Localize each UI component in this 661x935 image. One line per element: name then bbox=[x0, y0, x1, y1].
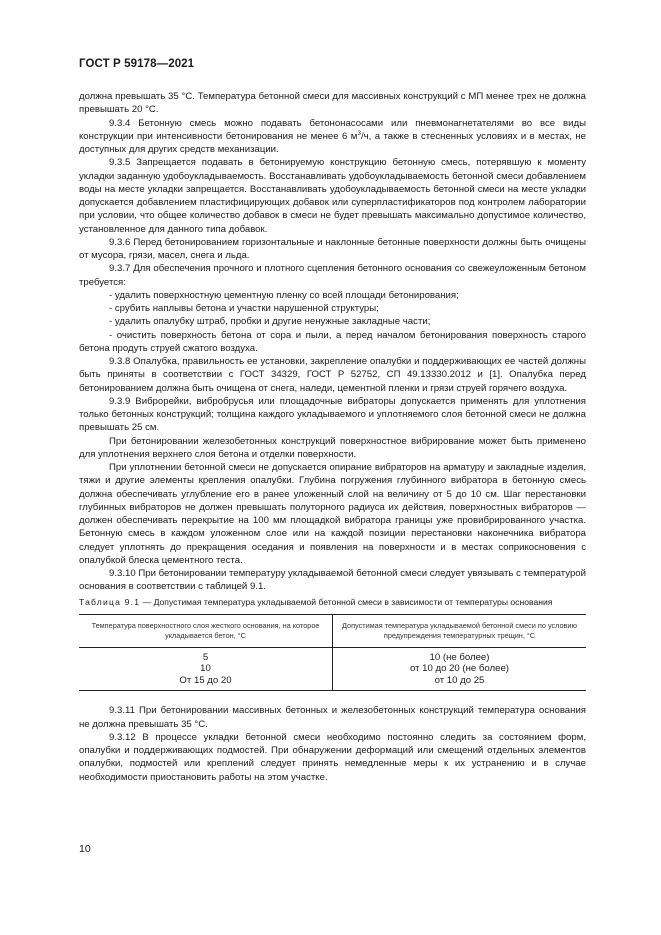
cell-value: 10 bbox=[200, 663, 211, 675]
table-caption bbox=[79, 597, 586, 608]
table-header-mix-temperature: Допустимая температура укладываемой бетонной смеси по условию предупреждения температурных трещин, °С bbox=[333, 614, 587, 647]
document-body bbox=[79, 90, 586, 784]
paragraph-9-3-9-c: При уплотнении бетонной смеси не допускается опирание вибраторов на арматуру и закладные изделия, тяжи и другие элементы крепления опалубки. Глубина погружения глубинного вибратора в бетонную смесь должна обеспечивать углубление его в ранее уложенный слой на величину от 5 до 10 см. Шаг перестановки глубинных вибраторов не должен превышать полуторного радиуса их действия, поверхностных вибраторов — должен обеспечивать перекрытие на 100 мм площадкой вибратора границы уже провибрированного участка. Бетонную смесь в каждом уложенном слое или на каждой позиции перестановки наконечника вибратора следует уплотнять до прекращения оседания и появления на поверхности и в местах соприкосновения с опалубкой блеска цементного теста. bbox=[79, 462, 586, 566]
table-caption-text: — Допустимая температура укладываемой бетонной смеси в зависимости от температуры основания bbox=[140, 596, 553, 607]
cell-value: От 15 до 20 bbox=[179, 674, 232, 686]
paragraph-9-3-4-text-a: 9.3.4 Бетонную смесь можно подавать бетононасосами или пневмонагнетателями во все виды конструкции при интенсивности бетонирования не менее 6 м bbox=[79, 117, 586, 142]
paragraph-9-3-8: 9.3.8 Опалубка, правильность ее установки, закрепление опалубки и поддерживающих ее частей должны быть приняты в соответствии с ГОСТ 34329, ГОСТ Р 52752, СП 49.13330.2012 и [1]. Опалубка перед бетонированием должна быть очищена от снега, наледи, цементной пленки и грязи струей горячего воздуха. bbox=[79, 356, 586, 394]
paragraph-9-3-12: 9.3.12 В процессе укладки бетонной смеси необходимо постоянно следить за состоянием форм, опалубки и поддерживающих подмостей. При обнаружении деформаций или смещений отдельных элементов опалубки, подмостей или креплений следует принять немедленные меры к их устранению и в случае необходимости приостановить работы на этом участке. bbox=[79, 731, 586, 783]
page-number: 10 bbox=[79, 843, 91, 855]
paragraph-9-3-9-b: При бетонировании железобетонных конструкций поверхностное вибрирование может быть применено для уплотнения верхнего слоя бетона и отделки поверхности. bbox=[79, 435, 586, 460]
temperature-table bbox=[79, 614, 586, 692]
paragraph-9-3-5: 9.3.5 Запрещается подавать в бетонируемую конструкцию бетонную смесь, потерявшую к моменту укладки заданную удобоукладываемость. Восстанавливать удобоукладываемость бетонной смеси добавлением воды на месте укладки запрещается. Восстанавливать удобоукладываемость бетонной смеси на месте укладки допускается добавлением пластифицирующих добавок или суперпластификаторов под контролем лаборатории при условии, что общее количество добавок в смеси не будет превышать максимально допустимое количество, установленное для данного типа добавок. bbox=[79, 157, 586, 235]
paragraph-9-3-10: 9.3.10 При бетонировании температуру укладываемой бетонной смеси следует увязывать с температурой основания в соответствии с таблицей 9.1. bbox=[79, 568, 586, 593]
cell-value: от 10 до 20 (не более) bbox=[409, 663, 510, 675]
list-item: - удалить опалубку штраб, пробки и другие ненужные закладные части; bbox=[109, 316, 431, 328]
table-cell-mix bbox=[333, 647, 587, 691]
paragraph-9-3-9: 9.3.9 Виброрейки, вибробрусья или площадочные вибраторы допускается применять для уплотнения только бетонных конструкций; толщина каждого укладываемого и уплотняемого слоя бетонной смеси не должна превышать 25 см. bbox=[79, 395, 586, 434]
cell-value: 5 bbox=[202, 651, 209, 663]
cell-value: 10 (не более) bbox=[429, 651, 490, 663]
paragraph-9-3-7: 9.3.7 Для обеспечения прочного и плотного сцепления бетонного основания со свежеуложенным бетоном требуется: bbox=[79, 263, 586, 288]
paragraph-9-3-4 bbox=[79, 117, 586, 157]
table-caption-lead: Таблица 9.1 bbox=[79, 596, 141, 607]
document-header: ГОСТ Р 59178—2021 bbox=[79, 58, 195, 70]
table-row bbox=[79, 647, 586, 691]
list-item: - удалить поверхностную цементную пленку со всей площади бетонирования; bbox=[109, 289, 459, 301]
paragraph-continuation: должна превышать 35 °С. Температура бетонной смеси для массивных конструкций с МП менее трех не должна превышать 20 °С. bbox=[79, 91, 586, 116]
table-header-row bbox=[79, 614, 586, 647]
list-item: - срубить наплывы бетона и участки нарушенной структуры; bbox=[109, 303, 379, 314]
table-header-base-temperature: Температура поверхностного слоя жесткого основания, на которое укладывается бетон, °С bbox=[79, 614, 333, 647]
list-item: - очистить поверхность бетона от сора и пыли, а перед началом бетонирования поверхность старого бетона продуть струей сжатого воздуха. bbox=[79, 329, 586, 354]
cell-value: от 10 до 25 bbox=[434, 674, 485, 686]
table-cell-base bbox=[79, 647, 333, 691]
paragraph-9-3-4-text-b: /ч, а также в стесненных условиях и в местах, не доступных для других средств механизации. bbox=[79, 130, 587, 155]
superscript-cube: 3 bbox=[357, 129, 361, 137]
paragraph-9-3-11: 9.3.11 При бетонировании массивных бетонных и железобетонных конструкций температура основания не должна превышать 35 °С. bbox=[79, 705, 586, 730]
paragraph-9-3-6: 9.3.6 Перед бетонированием горизонтальные и наклонные бетонные поверхности должны быть очищены от мусора, грязи, масел, снега и льда. bbox=[79, 236, 586, 261]
